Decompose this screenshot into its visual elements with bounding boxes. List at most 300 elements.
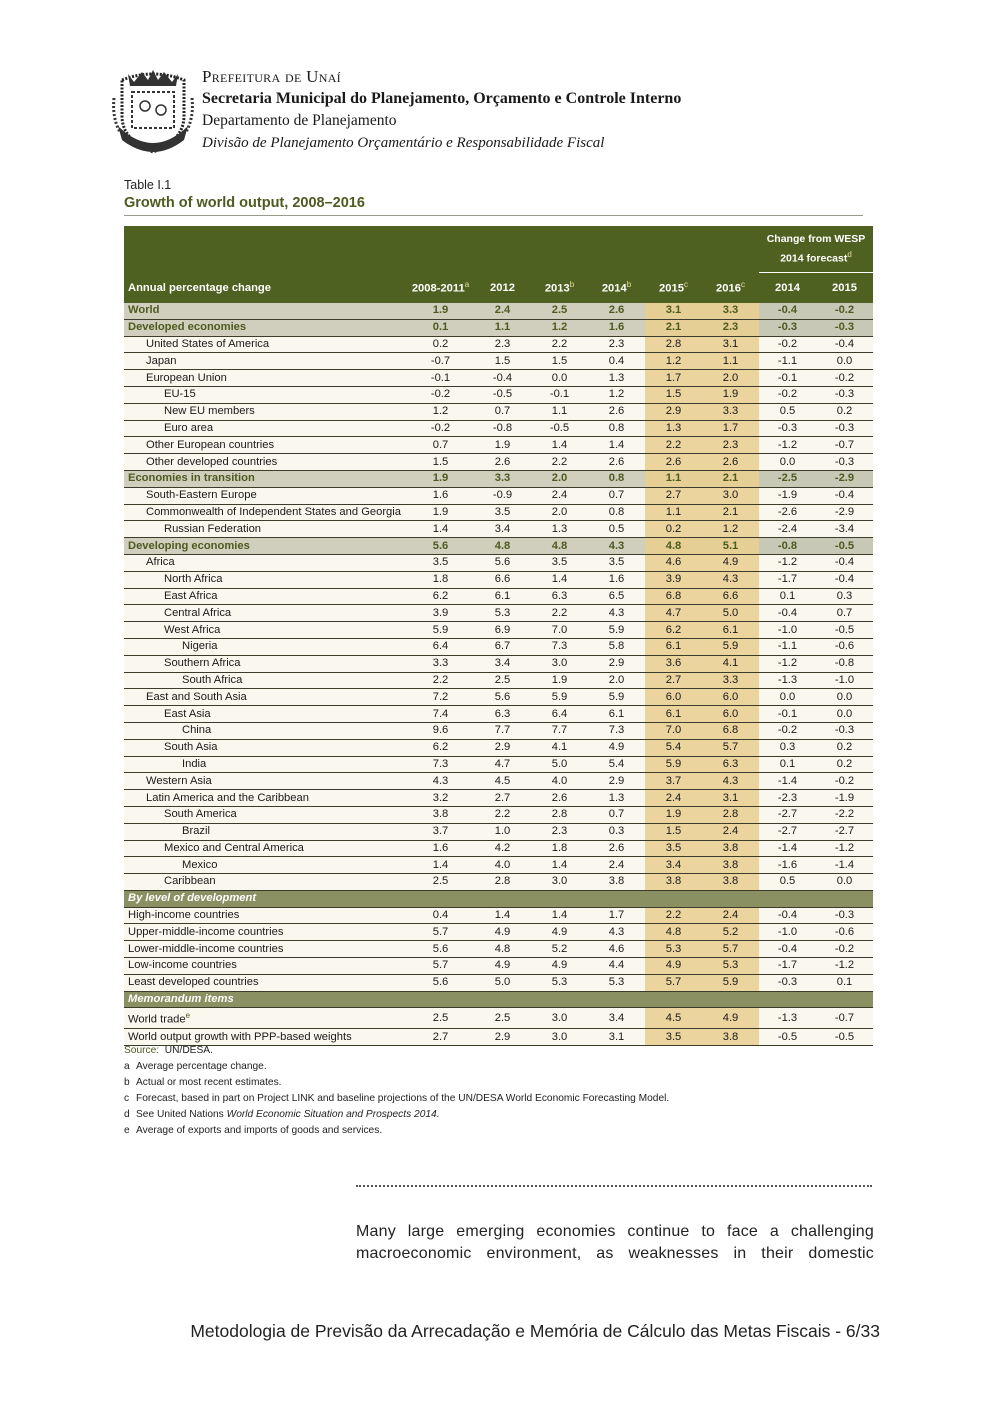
cell-value: 2.5 xyxy=(531,303,588,319)
cell-value: 6.0 xyxy=(702,706,759,723)
cell-value: 0.2 xyxy=(816,756,873,773)
cell-value: 2.4 xyxy=(645,790,702,807)
cell-value: 0.1 xyxy=(407,319,474,336)
cell-value: 0.0 xyxy=(816,874,873,891)
cell-value: 4.5 xyxy=(474,773,531,790)
cell-value: -2.7 xyxy=(759,823,816,840)
cell-value: -0.8 xyxy=(759,538,816,555)
table-header-columns xyxy=(124,273,873,304)
row-label: Commonwealth of Independent States and Georgia xyxy=(124,504,407,521)
cell-value: -0.2 xyxy=(759,386,816,403)
cell-value: 1.4 xyxy=(588,437,645,454)
cell-value: 3.4 xyxy=(474,521,531,538)
group-row xyxy=(124,538,873,555)
cell-value: 3.4 xyxy=(474,655,531,672)
cell-value: -0.3 xyxy=(816,420,873,437)
table-row xyxy=(124,874,873,891)
cell-value: 3.8 xyxy=(645,874,702,891)
cell-value: 2.3 xyxy=(702,319,759,336)
cell-value: 5.7 xyxy=(645,974,702,991)
group-row xyxy=(124,319,873,336)
cell-value: 3.2 xyxy=(407,790,474,807)
cell-value: 1.5 xyxy=(474,353,531,370)
table-row xyxy=(124,437,873,454)
group-row xyxy=(124,303,873,319)
row-label: Developed economies xyxy=(124,319,407,336)
cell-value: 2.5 xyxy=(407,1008,474,1029)
cell-value: 2.3 xyxy=(531,823,588,840)
cell-value: 2.6 xyxy=(588,403,645,420)
cell-value: -3.4 xyxy=(816,521,873,538)
cell-value: 0.1 xyxy=(816,974,873,991)
cell-value: 9.6 xyxy=(407,722,474,739)
cell-value: 4.3 xyxy=(588,538,645,555)
cell-value: 2.8 xyxy=(531,806,588,823)
cell-value: 3.5 xyxy=(645,1029,702,1046)
row-label: Memorandum items xyxy=(124,991,407,1008)
cell-value: 4.9 xyxy=(588,739,645,756)
cell-value: 4.9 xyxy=(474,958,531,975)
cell-value: 1.3 xyxy=(531,521,588,538)
cell-value: 0.8 xyxy=(588,420,645,437)
cell-value: 1.4 xyxy=(531,437,588,454)
cell-value: 7.3 xyxy=(407,756,474,773)
prefeitura-title: Prefeitura de Unaí xyxy=(202,67,341,86)
table-row xyxy=(124,958,873,975)
cell-value: 5.0 xyxy=(702,605,759,622)
cell-value: 4.7 xyxy=(474,756,531,773)
cell-value: 2.4 xyxy=(531,487,588,504)
cell-value: 6.6 xyxy=(474,571,531,588)
cell-value: 5.0 xyxy=(531,756,588,773)
table-row xyxy=(124,840,873,857)
cell-value: 3.8 xyxy=(588,874,645,891)
cell-value: 7.3 xyxy=(588,722,645,739)
cell-value: -0.4 xyxy=(816,554,873,571)
table-row xyxy=(124,454,873,471)
table-row xyxy=(124,554,873,571)
cell-value xyxy=(474,890,531,907)
cell-value: 2.1 xyxy=(702,470,759,487)
cell-value: 5.7 xyxy=(702,739,759,756)
cell-value: 2.2 xyxy=(531,454,588,471)
cell-value: 5.8 xyxy=(588,638,645,655)
table-row xyxy=(124,857,873,874)
cell-value: 6.3 xyxy=(702,756,759,773)
cell-value: 4.0 xyxy=(474,857,531,874)
cell-value: -1.2 xyxy=(759,655,816,672)
cell-value: 5.4 xyxy=(645,739,702,756)
row-label: Central Africa xyxy=(124,605,407,622)
cell-value: 3.0 xyxy=(531,874,588,891)
cell-value: 7.2 xyxy=(407,689,474,706)
cell-value: 1.8 xyxy=(407,571,474,588)
cell-value: 4.2 xyxy=(474,840,531,857)
secretaria-name: Secretaria Municipal do Planejamento, Orçamento e Controle Interno xyxy=(202,90,682,107)
table-row xyxy=(124,571,873,588)
cell-value: -0.4 xyxy=(816,336,873,353)
cell-value: 7.7 xyxy=(474,722,531,739)
row-label: North Africa xyxy=(124,571,407,588)
row-label: World xyxy=(124,303,407,319)
cell-value: 1.2 xyxy=(407,403,474,420)
cell-value: 4.9 xyxy=(531,924,588,941)
cell-value: 3.5 xyxy=(588,554,645,571)
wesp-change-header: Change from WESP 2014 forecast$^d$ xyxy=(759,226,873,273)
column-header-8: 2015 xyxy=(816,273,873,304)
cell-value: 0.4 xyxy=(588,353,645,370)
cell-value: -0.5 xyxy=(531,420,588,437)
table-row xyxy=(124,588,873,605)
cell-value xyxy=(816,991,873,1008)
cell-value: 5.3 xyxy=(645,941,702,958)
column-header-4: 2014$^b$ xyxy=(588,273,645,304)
cell-value: 0.7 xyxy=(588,487,645,504)
cell-value xyxy=(645,890,702,907)
cell-value: 1.2 xyxy=(531,319,588,336)
table-row xyxy=(124,353,873,370)
cell-value xyxy=(474,991,531,1008)
cell-value: -2.7 xyxy=(759,806,816,823)
group-row xyxy=(124,470,873,487)
row-label: High-income countries xyxy=(124,907,407,924)
cell-value: 3.3 xyxy=(474,470,531,487)
cell-value: -0.2 xyxy=(407,386,474,403)
cell-value: 1.9 xyxy=(407,504,474,521)
cell-value: 2.6 xyxy=(588,454,645,471)
row-label: South Africa xyxy=(124,672,407,689)
cell-value: 1.4 xyxy=(474,907,531,924)
row-label: East and South Asia xyxy=(124,689,407,706)
cell-value: -0.3 xyxy=(759,420,816,437)
cell-value: -0.9 xyxy=(474,487,531,504)
row-label: World trade$^e$ xyxy=(124,1008,407,1029)
cell-value: 5.9 xyxy=(531,689,588,706)
table-row xyxy=(124,487,873,504)
cell-value: -0.3 xyxy=(816,722,873,739)
row-label: India xyxy=(124,756,407,773)
cell-value: 5.3 xyxy=(531,974,588,991)
cell-value: 1.1 xyxy=(474,319,531,336)
cell-value xyxy=(816,890,873,907)
footnote-e: e Average of exports and imports of goods and services. xyxy=(124,1125,383,1136)
cell-value: 1.6 xyxy=(588,571,645,588)
cell-value: 5.0 xyxy=(474,974,531,991)
cell-value: 1.4 xyxy=(531,857,588,874)
divisao-name: Divisão de Planejamento Orçamentário e Responsabilidade Fiscal xyxy=(202,135,605,151)
cell-value: 5.6 xyxy=(407,941,474,958)
cell-value: 3.1 xyxy=(588,1029,645,1046)
cell-value: 2.1 xyxy=(645,319,702,336)
cell-value: 1.6 xyxy=(407,840,474,857)
cell-value: 1.9 xyxy=(407,470,474,487)
cell-value: 3.8 xyxy=(702,1029,759,1046)
cell-value: 7.4 xyxy=(407,706,474,723)
dotted-separator xyxy=(356,1185,872,1187)
table-row xyxy=(124,924,873,941)
cell-value: 0.8 xyxy=(588,504,645,521)
cell-value: 3.3 xyxy=(702,303,759,319)
cell-value: 1.2 xyxy=(645,353,702,370)
cell-value: 5.7 xyxy=(702,941,759,958)
cell-value: 6.0 xyxy=(645,689,702,706)
cell-value xyxy=(588,890,645,907)
table-body xyxy=(124,303,873,1046)
section-row xyxy=(124,991,873,1008)
cell-value: 6.2 xyxy=(407,588,474,605)
cell-value: 1.4 xyxy=(531,571,588,588)
cell-value: 0.7 xyxy=(588,806,645,823)
table-row xyxy=(124,655,873,672)
cell-value: 7.7 xyxy=(531,722,588,739)
cell-value: -0.5 xyxy=(759,1029,816,1046)
cell-value: 3.6 xyxy=(645,655,702,672)
cell-value: 1.3 xyxy=(588,370,645,387)
cell-value: -1.7 xyxy=(759,958,816,975)
cell-value: 0.0 xyxy=(816,706,873,723)
cell-value: 7.0 xyxy=(645,722,702,739)
table-row xyxy=(124,773,873,790)
cell-value: 0.2 xyxy=(645,521,702,538)
cell-value: 6.0 xyxy=(702,689,759,706)
table-row xyxy=(124,336,873,353)
cell-value: 3.8 xyxy=(702,874,759,891)
cell-value: 1.1 xyxy=(645,504,702,521)
cell-value: 1.4 xyxy=(407,521,474,538)
row-label: Western Asia xyxy=(124,773,407,790)
cell-value: -0.4 xyxy=(759,941,816,958)
cell-value: -2.6 xyxy=(759,504,816,521)
table-title: Growth of world output, 2008–2016 xyxy=(124,195,365,211)
cell-value: 3.3 xyxy=(407,655,474,672)
column-header-3: 2013$^b$ xyxy=(531,273,588,304)
cell-value: 5.9 xyxy=(588,622,645,639)
cell-value: 2.9 xyxy=(474,739,531,756)
cell-value: 1.0 xyxy=(474,823,531,840)
cell-value: 3.1 xyxy=(702,790,759,807)
table-row xyxy=(124,403,873,420)
cell-value: 1.9 xyxy=(702,386,759,403)
cell-value xyxy=(759,991,816,1008)
cell-value: 1.6 xyxy=(407,487,474,504)
cell-value: 0.3 xyxy=(588,823,645,840)
cell-value: 2.7 xyxy=(645,672,702,689)
cell-value: 3.7 xyxy=(645,773,702,790)
cell-value: 0.4 xyxy=(407,907,474,924)
table-notes xyxy=(124,1043,669,1139)
cell-value: 1.9 xyxy=(474,437,531,454)
footnote-a: a Average percentage change. xyxy=(124,1061,267,1072)
cell-value: 0.0 xyxy=(759,454,816,471)
cell-value: 5.9 xyxy=(645,756,702,773)
cell-value: 1.9 xyxy=(531,672,588,689)
cell-value: 5.7 xyxy=(407,924,474,941)
cell-value: 2.8 xyxy=(474,874,531,891)
row-label: Nigeria xyxy=(124,638,407,655)
table-row xyxy=(124,420,873,437)
cell-value: 1.4 xyxy=(407,857,474,874)
cell-value: 4.9 xyxy=(702,554,759,571)
cell-value: -1.2 xyxy=(816,958,873,975)
cell-value: 1.2 xyxy=(588,386,645,403)
cell-value: -1.0 xyxy=(816,672,873,689)
row-label: Brazil xyxy=(124,823,407,840)
cell-value: 2.8 xyxy=(645,336,702,353)
cell-value: -0.6 xyxy=(816,638,873,655)
cell-value: 5.2 xyxy=(702,924,759,941)
cell-value: 3.0 xyxy=(531,655,588,672)
column-header-5: 2015$^c$ xyxy=(645,273,702,304)
cell-value: 2.6 xyxy=(531,790,588,807)
cell-value: 6.3 xyxy=(531,588,588,605)
table-row xyxy=(124,504,873,521)
cell-value: 2.4 xyxy=(702,907,759,924)
row-label: West Africa xyxy=(124,622,407,639)
cell-value: 0.3 xyxy=(759,739,816,756)
table-row xyxy=(124,722,873,739)
cell-value: 6.1 xyxy=(588,706,645,723)
row-label: EU-15 xyxy=(124,386,407,403)
title-divider xyxy=(124,215,863,216)
cell-value: 2.3 xyxy=(702,437,759,454)
cell-value xyxy=(645,991,702,1008)
cell-value: -0.3 xyxy=(816,454,873,471)
cell-value: -0.2 xyxy=(759,722,816,739)
table-row xyxy=(124,756,873,773)
cell-value: 5.2 xyxy=(531,941,588,958)
cell-value: -2.7 xyxy=(816,823,873,840)
cell-value: -1.4 xyxy=(759,840,816,857)
cell-value: 4.1 xyxy=(531,739,588,756)
cell-value xyxy=(531,991,588,1008)
cell-value: 0.7 xyxy=(816,605,873,622)
cell-value: 6.1 xyxy=(474,588,531,605)
cell-value xyxy=(407,890,474,907)
cell-value: 2.6 xyxy=(645,454,702,471)
cell-value: 4.3 xyxy=(588,924,645,941)
cell-value: 2.6 xyxy=(588,840,645,857)
cell-value: 4.5 xyxy=(645,1008,702,1029)
cell-value: 4.3 xyxy=(588,605,645,622)
row-label: Mexico xyxy=(124,857,407,874)
cell-value: 5.9 xyxy=(588,689,645,706)
cell-value: 5.9 xyxy=(407,622,474,639)
cell-value: 3.1 xyxy=(702,336,759,353)
cell-value: 4.9 xyxy=(645,958,702,975)
cell-value xyxy=(407,991,474,1008)
cell-value: 6.7 xyxy=(474,638,531,655)
cell-value: 3.5 xyxy=(531,554,588,571)
table-row xyxy=(124,739,873,756)
cell-value: 5.1 xyxy=(702,538,759,555)
cell-value: 2.2 xyxy=(531,336,588,353)
table-row xyxy=(124,672,873,689)
cell-value: 5.3 xyxy=(474,605,531,622)
cell-value: -0.2 xyxy=(816,773,873,790)
cell-value: 0.2 xyxy=(407,336,474,353)
row-label: Lower-middle-income countries xyxy=(124,941,407,958)
cell-value: 2.9 xyxy=(645,403,702,420)
cell-value: 2.3 xyxy=(588,336,645,353)
cell-value: 3.8 xyxy=(702,857,759,874)
cell-value: -0.3 xyxy=(759,319,816,336)
table-row xyxy=(124,622,873,639)
cell-value: 0.0 xyxy=(816,689,873,706)
cell-value: -1.4 xyxy=(816,857,873,874)
footnote-c: c Forecast, based in part on Project LINK and baseline projections of the UN/DESA World Economic Forecasting Model. xyxy=(124,1093,670,1104)
cell-value: -0.4 xyxy=(474,370,531,387)
cell-value: 3.1 xyxy=(645,303,702,319)
cell-value: 4.8 xyxy=(531,538,588,555)
cell-value: 3.5 xyxy=(474,504,531,521)
cell-value: 1.4 xyxy=(531,907,588,924)
cell-value: 3.3 xyxy=(702,403,759,420)
cell-value: 2.4 xyxy=(702,823,759,840)
cell-value: 2.5 xyxy=(474,1008,531,1029)
row-label: European Union xyxy=(124,370,407,387)
cell-value: -0.2 xyxy=(759,336,816,353)
cell-value: 2.2 xyxy=(645,907,702,924)
table-row xyxy=(124,386,873,403)
column-header-6: 2016$^c$ xyxy=(702,273,759,304)
cell-value: 4.7 xyxy=(645,605,702,622)
cell-value: -0.4 xyxy=(816,487,873,504)
cell-value: -0.2 xyxy=(816,303,873,319)
cell-value: 1.5 xyxy=(645,823,702,840)
row-label: Mexico and Central America xyxy=(124,840,407,857)
cell-value: 6.1 xyxy=(645,706,702,723)
cell-value: -0.2 xyxy=(407,420,474,437)
cell-value: -0.8 xyxy=(816,655,873,672)
cell-value: 1.6 xyxy=(588,319,645,336)
body-paragraph: Many large emerging economies continue to face a challenging macroeconomic environment, as weaknesses in their domestic xyxy=(356,1223,874,1262)
footnote-d: d See United Nations World Economic Situation and Prospects 2014. xyxy=(124,1109,440,1120)
cell-value: 2.9 xyxy=(474,1029,531,1046)
cell-value: 2.2 xyxy=(645,437,702,454)
table-row xyxy=(124,1008,873,1029)
row-label: Africa xyxy=(124,554,407,571)
cell-value: -0.1 xyxy=(759,706,816,723)
cell-value: 2.3 xyxy=(474,336,531,353)
cell-value: 1.7 xyxy=(645,370,702,387)
cell-value: 0.8 xyxy=(588,470,645,487)
cell-value: 2.0 xyxy=(702,370,759,387)
cell-value: 1.9 xyxy=(407,303,474,319)
cell-value: 4.0 xyxy=(531,773,588,790)
cell-value: -0.4 xyxy=(759,605,816,622)
cell-value: -2.9 xyxy=(816,504,873,521)
cell-value: -1.3 xyxy=(759,1008,816,1029)
cell-value: 0.0 xyxy=(816,353,873,370)
cell-value: 2.2 xyxy=(531,605,588,622)
cell-value: 2.4 xyxy=(588,857,645,874)
cell-value: -0.2 xyxy=(816,941,873,958)
table-row xyxy=(124,974,873,991)
cell-value: 5.9 xyxy=(702,974,759,991)
cell-value: -2.2 xyxy=(816,806,873,823)
cell-value xyxy=(588,991,645,1008)
cell-value: 3.4 xyxy=(645,857,702,874)
cell-value: 6.2 xyxy=(645,622,702,639)
cell-value: 4.6 xyxy=(645,554,702,571)
column-header-1: 2008-2011$^a$ xyxy=(407,273,474,304)
cell-value: 3.9 xyxy=(645,571,702,588)
cell-value: -0.7 xyxy=(816,1008,873,1029)
cell-value: 5.6 xyxy=(474,554,531,571)
cell-value: 3.9 xyxy=(407,605,474,622)
cell-value: 0.0 xyxy=(759,689,816,706)
cell-value: 5.6 xyxy=(407,974,474,991)
